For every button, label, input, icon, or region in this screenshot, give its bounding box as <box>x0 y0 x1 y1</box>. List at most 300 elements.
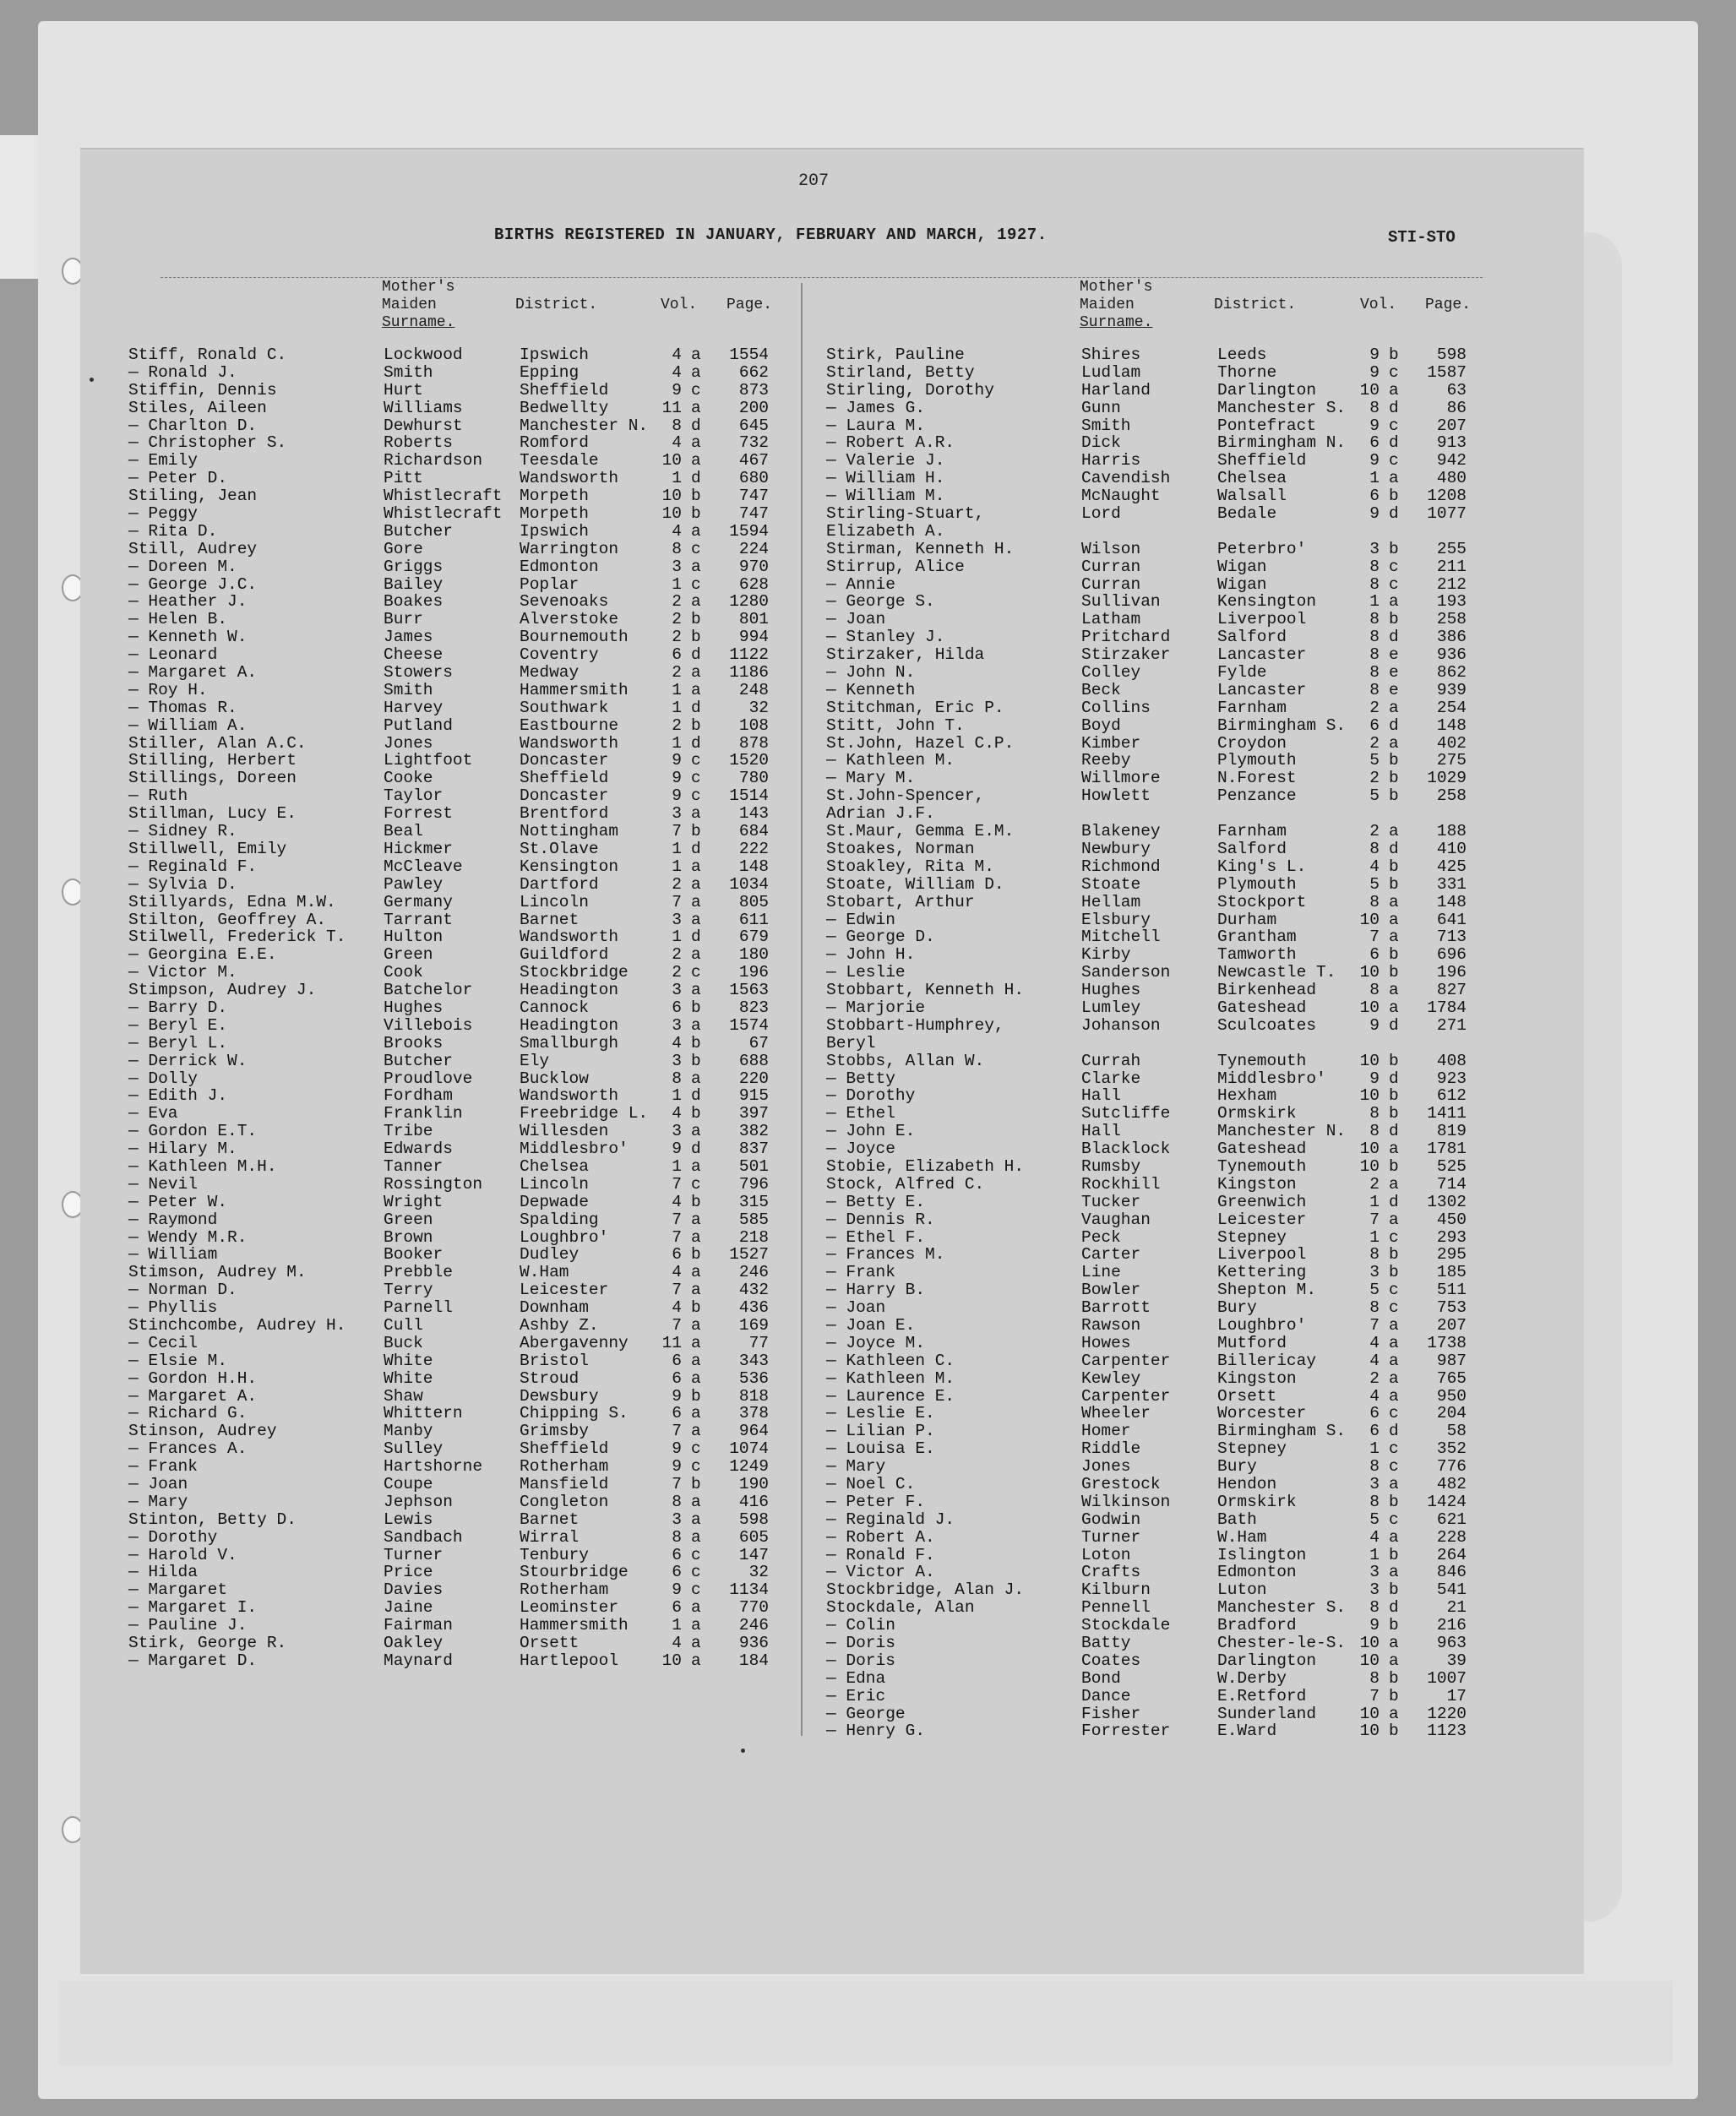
volume: 1 <box>672 733 682 753</box>
district: Manchester S. <box>1217 1598 1347 1618</box>
volume-suffix: c <box>1389 416 1399 435</box>
page-ref: 77 <box>748 1333 769 1352</box>
mother-surname: McNaught <box>1081 487 1161 506</box>
page-ref: 662 <box>738 362 769 382</box>
district: Tamworth <box>1217 945 1297 965</box>
district: Birkenhead <box>1217 981 1317 1000</box>
district: Epping <box>520 362 580 382</box>
volume: 7 <box>672 1227 682 1247</box>
volume: 10 <box>661 504 682 524</box>
volume: 1 <box>1369 469 1380 488</box>
header-mother-left: Mother's Maiden Surname. <box>382 279 455 331</box>
volume: 7 <box>1369 1210 1380 1229</box>
page-ref: 193 <box>1436 592 1467 612</box>
volume: 6 <box>1369 1404 1380 1423</box>
page-ref: 964 <box>738 1422 769 1441</box>
district: Ormskirk <box>1217 1104 1297 1123</box>
page-ref: 352 <box>1436 1439 1467 1459</box>
volume: 1 <box>672 680 682 699</box>
volume: 7 <box>672 1210 682 1229</box>
volume-suffix: a <box>1389 698 1399 717</box>
district: Liverpool <box>1217 1245 1307 1265</box>
entry-name: Stillings, Doreen <box>128 769 297 788</box>
page-ref: 480 <box>1436 469 1467 488</box>
mother-surname: Jephson <box>384 1492 453 1511</box>
district: Southwark <box>520 698 609 717</box>
volume: 8 <box>1369 981 1380 1000</box>
district: Leicester <box>520 1281 609 1300</box>
volume-suffix: a <box>1389 592 1399 612</box>
district: Shepton M. <box>1217 1281 1317 1300</box>
page-ref: 1563 <box>729 981 769 1000</box>
district: Birmingham S. <box>1217 1422 1347 1441</box>
mother-surname: Wheeler <box>1081 1404 1151 1423</box>
district: Peterbro' <box>1217 539 1307 558</box>
mother-surname: Sullivan <box>1081 592 1161 612</box>
volume-suffix: c <box>691 786 701 806</box>
page-ref: 180 <box>738 945 769 965</box>
volume: 3 <box>672 1051 682 1070</box>
volume-suffix: d <box>1389 504 1399 524</box>
volume: 6 <box>1369 945 1380 965</box>
entry-name: — Heather J. <box>128 592 248 612</box>
district: Manchester N. <box>520 416 649 435</box>
entry-name: — Peter W. <box>128 1192 228 1211</box>
district: W.Ham <box>1217 1527 1267 1547</box>
volume-suffix: c <box>1389 1404 1399 1423</box>
volume: 8 <box>672 539 682 558</box>
district: Hartlepool <box>520 1651 619 1670</box>
mother-surname: Wright <box>384 1192 444 1211</box>
mother-surname: Brooks <box>384 1033 444 1053</box>
volume: 9 <box>1369 1069 1380 1088</box>
volume-suffix: c <box>1389 1457 1399 1477</box>
entry-name: Stoakes, Norman <box>826 839 975 858</box>
mother-surname: Edwards <box>384 1140 453 1159</box>
mother-surname: Germany <box>384 892 453 911</box>
volume: 5 <box>1369 786 1380 806</box>
volume: 11 <box>661 1333 682 1352</box>
page-ref: 255 <box>1436 539 1467 558</box>
page-ref: 942 <box>1436 451 1467 471</box>
entry-name: — George D. <box>826 927 935 947</box>
mother-surname: Coates <box>1081 1651 1141 1670</box>
page-ref: 224 <box>738 539 769 558</box>
volume-suffix: a <box>691 1368 701 1388</box>
volume: 2 <box>672 945 682 965</box>
volume: 1 <box>672 574 682 594</box>
volume-suffix: a <box>1389 733 1399 753</box>
mother-surname: Curran <box>1081 557 1141 576</box>
entry-name: — Marjorie <box>826 998 926 1017</box>
mother-surname: Dick <box>1081 433 1121 453</box>
entry-name: — Hilda <box>128 1563 198 1582</box>
page-ref: 275 <box>1436 751 1467 770</box>
entry-name: — Raymond <box>128 1210 218 1229</box>
volume-suffix: a <box>1389 1475 1399 1493</box>
entry-name: — Robert A.R. <box>826 433 955 453</box>
page-title: BIRTHS REGISTERED IN JANUARY, FEBRUARY AND MARCH, 1927. <box>494 226 1048 244</box>
page-ref: 714 <box>1436 1174 1467 1194</box>
volume: 9 <box>1369 416 1380 435</box>
mother-surname: Williams <box>384 398 463 417</box>
district: Tenbury <box>520 1545 589 1564</box>
volume: 4 <box>672 1263 682 1282</box>
volume: 4 <box>1369 1351 1380 1370</box>
entry-name: — Noel C. <box>826 1475 916 1493</box>
page-ref: 1208 <box>1427 487 1467 506</box>
district: Gateshead <box>1217 1140 1307 1159</box>
mother-surname: Howes <box>1081 1333 1131 1352</box>
mother-surname: Pennell <box>1081 1598 1151 1618</box>
district: Bucklow <box>520 1069 589 1088</box>
district: Wirral <box>520 1527 580 1547</box>
entry-name: Stitt, John T. <box>826 715 965 735</box>
volume-suffix: a <box>691 1616 701 1635</box>
volume: 4 <box>672 1104 682 1123</box>
district: Kettering <box>1217 1263 1307 1282</box>
district: Orsett <box>520 1634 580 1653</box>
mother-surname: Reeby <box>1081 751 1131 770</box>
page-ref: 147 <box>738 1545 769 1564</box>
page-ref: 220 <box>738 1069 769 1088</box>
district: W.Ham <box>520 1263 569 1282</box>
volume-suffix: b <box>691 822 701 841</box>
mother-surname: Johanson <box>1081 1015 1161 1035</box>
volume: 8 <box>1369 839 1380 858</box>
volume-suffix: a <box>1389 892 1399 911</box>
district: Headington <box>520 1015 619 1035</box>
volume-suffix: b <box>1389 345 1399 364</box>
volume-suffix: a <box>691 1263 701 1282</box>
volume: 5 <box>1369 751 1380 770</box>
page-ref: 923 <box>1436 1069 1467 1088</box>
entry-name: — Hilary M. <box>128 1140 237 1159</box>
volume: 2 <box>672 663 682 683</box>
volume-suffix: c <box>691 751 701 770</box>
district: Doncaster <box>520 751 609 770</box>
mother-surname: Cull <box>384 1315 423 1335</box>
header-mother-right: Mother's Maiden Surname. <box>1080 279 1153 331</box>
mother-surname: Rockhill <box>1081 1174 1161 1194</box>
page-ref: 936 <box>1436 645 1467 665</box>
entry-name: — Charlton D. <box>128 416 258 435</box>
entry-name: Stimpson, Audrey J. <box>128 981 317 1000</box>
volume-suffix: e <box>1389 645 1399 665</box>
district: Willesden <box>520 1122 609 1141</box>
mother-surname: Latham <box>1081 610 1141 629</box>
volume: 3 <box>1369 1475 1380 1493</box>
volume-suffix: b <box>691 998 701 1017</box>
page-ref: 1784 <box>1427 998 1467 1017</box>
mother-surname: Jones <box>1081 1457 1131 1477</box>
mother-surname: Bailey <box>384 574 444 594</box>
volume-suffix: a <box>691 1509 701 1529</box>
district: Barnet <box>520 910 580 929</box>
district: Dartford <box>520 874 599 894</box>
entry-name: Stilton, Geoffrey A. <box>128 910 327 929</box>
entry-name: — Harold V. <box>128 1545 237 1564</box>
page-ref: 169 <box>738 1315 769 1335</box>
page-ref: 963 <box>1436 1634 1467 1653</box>
district: Sculcoates <box>1217 1015 1317 1035</box>
mother-surname: Richardson <box>384 451 483 471</box>
mother-surname: Maynard <box>384 1651 453 1670</box>
volume-suffix: a <box>691 398 701 417</box>
volume: 8 <box>1369 1122 1380 1141</box>
volume-suffix: c <box>691 1457 701 1477</box>
volume: 7 <box>672 1174 682 1194</box>
volume-suffix: d <box>691 1140 701 1159</box>
volume-suffix: a <box>691 857 701 876</box>
volume-suffix: c <box>691 539 701 558</box>
volume-suffix: a <box>691 680 701 699</box>
page-ref: 765 <box>1436 1368 1467 1388</box>
district: W.Derby <box>1217 1668 1287 1688</box>
mother-surname: Lightfoot <box>384 751 473 770</box>
volume-suffix: c <box>691 574 701 594</box>
mother-surname: Colley <box>1081 663 1141 683</box>
page-ref: 1411 <box>1427 1104 1467 1123</box>
district: Leicester <box>1217 1210 1307 1229</box>
mother-surname: Dewhurst <box>384 416 463 435</box>
district: Gateshead <box>1217 998 1307 1017</box>
page-ref: 994 <box>738 628 769 647</box>
mother-surname: Hartshorne <box>384 1457 483 1477</box>
mother-surname: Stowers <box>384 663 453 683</box>
district: Hammersmith <box>520 680 629 699</box>
mother-surname: Lockwood <box>384 345 463 364</box>
district: Hendon <box>1217 1475 1277 1493</box>
district: Middlesbro' <box>1217 1069 1326 1088</box>
district: Nottingham <box>520 822 619 841</box>
volume: 4 <box>672 1033 682 1053</box>
mother-surname: Lewis <box>384 1509 433 1529</box>
district: Wandsworth <box>520 469 619 488</box>
volume: 5 <box>1369 874 1380 894</box>
page-ref: 628 <box>738 574 769 594</box>
mother-surname: Butcher <box>384 1051 453 1070</box>
mother-surname: Tribe <box>384 1122 433 1141</box>
mother-surname: Shires <box>1081 345 1141 364</box>
page-ref: 293 <box>1436 1227 1467 1247</box>
district: E.Ward <box>1217 1722 1277 1741</box>
volume-suffix: c <box>691 769 701 788</box>
entry-name: — Harry B. <box>826 1281 926 1300</box>
entry-name: Stirk, Pauline <box>826 345 965 364</box>
volume-suffix: a <box>691 874 701 894</box>
district: Ipswich <box>520 345 589 364</box>
volume: 3 <box>672 1122 682 1141</box>
entry-name: — Peter D. <box>128 469 228 488</box>
district: Darlington <box>1217 1651 1317 1670</box>
mother-surname: Harris <box>1081 451 1141 471</box>
entry-name: — Margaret A. <box>128 1386 258 1406</box>
mother-surname: Fordham <box>384 1086 453 1106</box>
volume-suffix: a <box>691 433 701 453</box>
page-ref: 315 <box>738 1192 769 1211</box>
volume-suffix: c <box>691 1174 701 1194</box>
page-ref: 1594 <box>729 521 769 541</box>
mother-surname: Hall <box>1081 1122 1121 1141</box>
volume-suffix: b <box>1389 1051 1399 1070</box>
mother-surname: Taylor <box>384 786 444 806</box>
entry-name: — Reginald J. <box>826 1509 955 1529</box>
page-ref: 258 <box>1436 610 1467 629</box>
header-vol-right: Vol. <box>1360 296 1397 313</box>
district: Guildford <box>520 945 609 965</box>
volume-suffix: a <box>691 1651 701 1670</box>
volume-suffix: c <box>1389 362 1399 382</box>
entry-name: — Edwin <box>826 910 895 929</box>
volume-suffix: a <box>1389 1527 1399 1547</box>
entry-name: — Victor M. <box>128 963 237 982</box>
district: Edmonton <box>520 557 599 576</box>
page-ref: 753 <box>1436 1298 1467 1318</box>
mother-surname: Kilburn <box>1081 1580 1151 1600</box>
entry-name: — Peggy <box>128 504 198 524</box>
volume-suffix: a <box>691 1315 701 1335</box>
district: Ipswich <box>520 521 589 541</box>
header-page-left: Page. <box>727 296 773 313</box>
volume: 4 <box>672 433 682 453</box>
volume-suffix: c <box>1389 574 1399 594</box>
district: Stroud <box>520 1368 580 1388</box>
district: Pontefract <box>1217 416 1317 435</box>
district: Loughbro' <box>1217 1315 1307 1335</box>
entry-name: — Victor A. <box>826 1563 935 1582</box>
entry-name: — Ronald F. <box>826 1545 935 1564</box>
volume: 4 <box>672 1298 682 1318</box>
volume-suffix: b <box>691 628 701 647</box>
page-ref: 501 <box>738 1156 769 1176</box>
page-ref: 1220 <box>1427 1704 1467 1723</box>
page-ref: 32 <box>748 698 769 717</box>
volume: 3 <box>1369 1580 1380 1600</box>
volume: 8 <box>1369 1298 1380 1318</box>
page-ref: 295 <box>1436 1245 1467 1265</box>
volume: 10 <box>1359 998 1380 1017</box>
entry-name: — Eva <box>128 1104 178 1123</box>
page-number: 207 <box>798 171 830 191</box>
volume-suffix: b <box>1389 539 1399 558</box>
mother-surname: Price <box>384 1563 433 1582</box>
mother-surname: Hughes <box>1081 981 1141 1000</box>
volume-suffix: a <box>691 1122 701 1141</box>
volume: 7 <box>672 822 682 841</box>
page-ref: 185 <box>1436 1263 1467 1282</box>
column-divider <box>801 283 803 1736</box>
district: Leeds <box>1217 345 1267 364</box>
district: Wandsworth <box>520 927 619 947</box>
mother-surname: Grestock <box>1081 1475 1161 1493</box>
volume: 7 <box>672 1281 682 1300</box>
page-ref: 827 <box>1436 981 1467 1000</box>
entry-name: Stobbart-Humphrey, <box>826 1015 1004 1035</box>
mother-surname: Kimber <box>1081 733 1141 753</box>
mother-surname: Hickmer <box>384 839 453 858</box>
entry-name: — Ruth <box>128 786 188 806</box>
volume: 3 <box>1369 539 1380 558</box>
page-ref: 970 <box>738 557 769 576</box>
volume: 10 <box>1359 1051 1380 1070</box>
entry-name: Stiles, Aileen <box>128 398 267 417</box>
entry-name: Stockdale, Alan <box>826 1598 975 1618</box>
ink-speck <box>90 378 94 382</box>
page-ref: 585 <box>738 1210 769 1229</box>
volume: 2 <box>1369 733 1380 753</box>
mother-surname: Harland <box>1081 380 1151 400</box>
volume: 9 <box>672 769 682 788</box>
mother-surname: Carpenter <box>1081 1351 1171 1370</box>
district: Freebridge L. <box>520 1104 649 1123</box>
mother-surname: Hurt <box>384 380 423 400</box>
volume-suffix: d <box>691 927 701 947</box>
district: Lincoln <box>520 1174 589 1194</box>
page-ref: 950 <box>1436 1386 1467 1406</box>
district: Hammersmith <box>520 1616 629 1635</box>
volume-suffix: a <box>691 1527 701 1547</box>
volume: 6 <box>1369 433 1380 453</box>
mother-surname: Hughes <box>384 998 444 1017</box>
page-ref: 801 <box>738 610 769 629</box>
volume-suffix: b <box>1389 1545 1399 1564</box>
volume: 8 <box>1369 610 1380 629</box>
mother-surname: Whistlecraft <box>384 504 503 524</box>
volume-suffix: d <box>1389 628 1399 647</box>
page-ref: 1520 <box>729 751 769 770</box>
entry-name: — Ronald J. <box>128 362 237 382</box>
mother-surname: Stoate <box>1081 874 1141 894</box>
page-ref: 747 <box>738 487 769 506</box>
volume-suffix: d <box>1389 1422 1399 1441</box>
district: Kensington <box>1217 592 1317 612</box>
entry-name: — Lilian P. <box>826 1422 935 1441</box>
entry-name: — Dorothy <box>826 1086 916 1106</box>
district: Kensington <box>520 857 619 876</box>
district: Ely <box>520 1051 550 1070</box>
district: Sunderland <box>1217 1704 1317 1723</box>
district: Spalding <box>520 1210 599 1229</box>
volume: 3 <box>1369 1263 1380 1282</box>
volume: 9 <box>672 380 682 400</box>
mother-surname: James <box>384 628 433 647</box>
volume-suffix: a <box>691 1227 701 1247</box>
entry-name: Stillman, Lucy E. <box>128 804 297 824</box>
mother-surname: Kewley <box>1081 1368 1141 1388</box>
page-ref: 1527 <box>729 1245 769 1265</box>
page-ref: 511 <box>1436 1281 1467 1300</box>
district: Thorne <box>1217 362 1277 382</box>
mother-surname: Stockdale <box>1081 1616 1171 1635</box>
mother-surname: Collins <box>1081 698 1151 717</box>
volume: 9 <box>1369 504 1380 524</box>
entry-name: — Laura M. <box>826 416 926 435</box>
entry-name: — Kathleen M.H. <box>128 1156 277 1176</box>
entry-name: Stilling, Herbert <box>128 751 297 770</box>
mother-surname: Cook <box>384 963 423 982</box>
volume: 8 <box>672 1069 682 1088</box>
district: Sheffield <box>520 1439 609 1459</box>
volume-suffix: c <box>1389 1509 1399 1529</box>
mother-surname: Sanderson <box>1081 963 1171 982</box>
volume: 11 <box>661 398 682 417</box>
mother-surname: Godwin <box>1081 1509 1141 1529</box>
entry-name: — Colin <box>826 1616 895 1635</box>
district: Hexham <box>1217 1086 1277 1106</box>
page-ref: 190 <box>738 1475 769 1493</box>
volume-suffix: d <box>691 469 701 488</box>
